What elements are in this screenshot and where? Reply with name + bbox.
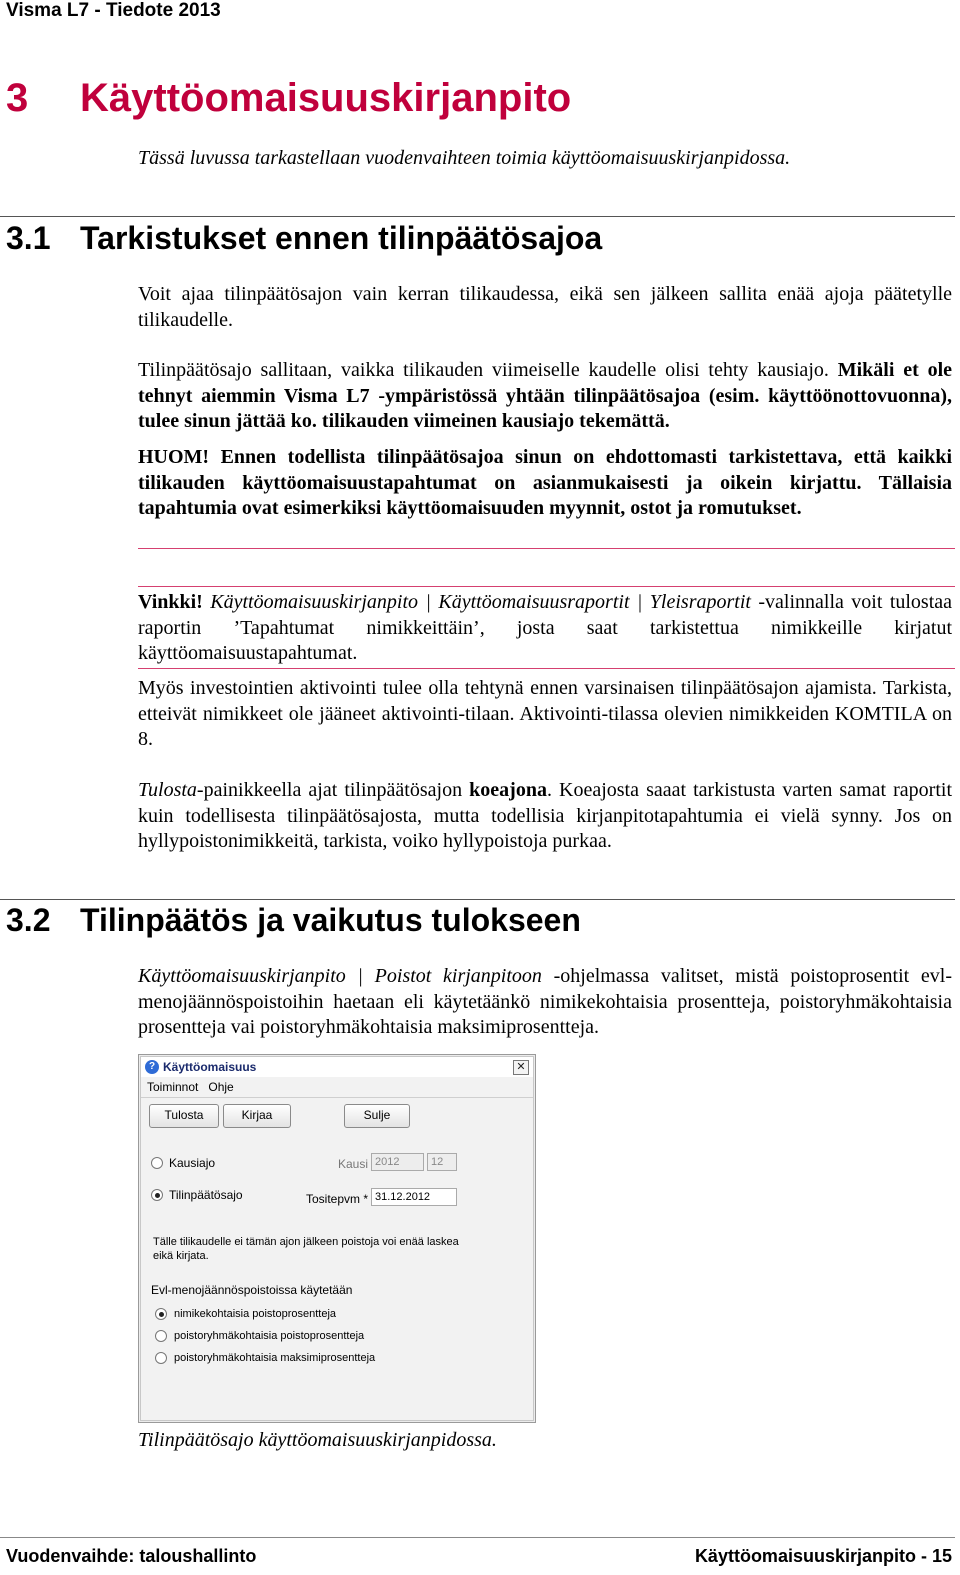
section-title: Tilinpäätös ja vaikutus tulokseen	[80, 902, 581, 938]
period-label: Kausi	[338, 1157, 369, 1171]
option-label: poistoryhmäkohtaisia poistoprosentteja	[174, 1330, 365, 1342]
section-title: Tarkistukset ennen tilinpäätösajoa	[80, 220, 603, 256]
menu-divider	[141, 1097, 533, 1098]
paragraph: Voit ajaa tilinpäätösajon vain kerran tilikaudessa, eikä sen jälkeen sallita enää ajoja päätetylle tilikaudelle.	[138, 283, 952, 331]
menu-bar	[147, 1080, 244, 1094]
section-heading	[6, 220, 602, 257]
paragraph: Myös investointien aktivointi tulee olla tehtynä ennen varsinaisen tilinpäätösajon ajamista. Tarkista, etteivät nimikkeet ole jääneet aktivointi-tilaan. Aktivointi-tilassa olevien nimikkeiden KOMTILA on 8.	[138, 677, 952, 751]
option-label: poistoryhmäkohtaisia maksimiprosentteja	[174, 1352, 376, 1364]
option-radio[interactable]	[155, 1352, 167, 1364]
tip-paragraph	[138, 590, 952, 667]
paragraph-bold-text: koeajona	[469, 779, 547, 801]
option-label: nimikekohtaisia poistoprosentteja	[174, 1308, 337, 1320]
dialog-screenshot	[138, 1054, 536, 1423]
period-month-field[interactable]: 12	[427, 1153, 457, 1171]
depreciation-group-label: Evl-menojäännöspoistoissa käytetään	[151, 1283, 353, 1297]
paragraph	[138, 964, 952, 1041]
footer-left: Vuodenvaihde: taloushallinto	[6, 1546, 257, 1566]
period-run-label: Kausiajo	[169, 1156, 216, 1170]
period-run-radio[interactable]	[151, 1157, 163, 1169]
close-icon[interactable]: ✕	[513, 1060, 529, 1075]
section-divider	[0, 899, 955, 900]
paragraph	[138, 358, 952, 435]
menu-item-toiminnot[interactable]: Toiminnot	[147, 1080, 199, 1094]
paragraph-text: -ohjelmassa valitset, mistä poistoprosentit evl-menojäännöspoistoihin haetaan eli käytetäänkö nimikekohtaisia prosentteja, poistoryhmäkohtaisia prosentteja vai poistoryhmäkohtaisia maksimiprosentteja.	[138, 965, 952, 1039]
voucher-date-field[interactable]: 31.12.2012	[371, 1188, 457, 1206]
tip-text: -valinnalla voit tulostaa raportin ’Tapahtumat nimikkeittäin’, josta saat tarkistettua nimikkeille kirjatut käyttöomaisuustapahtumat.	[138, 591, 953, 665]
section-number: 3.2	[6, 902, 51, 938]
closing-run-radio[interactable]	[151, 1189, 163, 1201]
print-button[interactable]: Tulosta	[149, 1104, 219, 1128]
chapter-number: 3	[6, 76, 29, 120]
note-divider	[138, 668, 955, 669]
footer-divider	[0, 1537, 955, 1538]
section-heading	[6, 902, 581, 939]
tip-menu-path: Käyttöomaisuuskirjanpito | Käyttöomaisuusraportit | Yleisraportit	[210, 591, 751, 613]
voucher-date-label: Tositepvm *	[306, 1192, 369, 1206]
paragraph-bold-text: Mikäli et ole tehnyt aiemmin Visma L7 -ympäristössä yhtään tilinpäätösajoa (esim. käyttöönottovuonna), tulee sinun jättää ko. tilikauden viimeinen kausiajo tekemättä.	[138, 359, 953, 433]
option-radio[interactable]	[155, 1308, 167, 1320]
dialog-title: Käyttöomaisuus	[163, 1060, 257, 1074]
note-divider	[138, 548, 955, 549]
dialog-titlebar	[141, 1057, 533, 1077]
footer-right: Käyttöomaisuuskirjanpito - 15	[694, 1546, 952, 1566]
paragraph-text: Tilinpäätösajo sallitaan, vaikka tilikauden viimeiselle kaudelle olisi tehty kausiajo.	[138, 359, 829, 381]
post-button[interactable]: Kirjaa	[223, 1104, 291, 1128]
chapter-title: Käyttöomaisuuskirjanpito	[80, 76, 572, 120]
paragraph-text: . Koeajosta saaat tarkistusta varten samat raportit kuin todellisesta tilinpäätösajosta, mutta todellisia kirjanpitotapahtumia ei vielä synny. Jos on hyllypoistonimikkeitä, tarkista, voiko hyllypoistoja purkaa.	[138, 779, 953, 853]
help-icon: ?	[145, 1060, 159, 1074]
menu-item-ohje[interactable]: Ohje	[208, 1080, 234, 1094]
figure-caption: Tilinpäätösajo käyttöomaisuuskirjanpidossa.	[138, 1429, 497, 1451]
close-button[interactable]: Sulje	[344, 1104, 410, 1128]
paragraph-italic-text: Käyttöomaisuuskirjanpito | Poistot kirjanpitoon	[138, 965, 542, 987]
document-header: Visma L7 - Tiedote 2013	[6, 0, 221, 21]
chapter-intro: Tässä luvussa tarkastellaan vuodenvaihteen toimia käyttöomaisuuskirjanpidossa.	[138, 147, 791, 169]
paragraph-italic-text: Tulosta	[138, 779, 197, 801]
period-year-field[interactable]: 2012	[371, 1153, 424, 1171]
option-radio[interactable]	[155, 1330, 167, 1342]
section-number: 3.1	[6, 220, 51, 256]
section-divider	[0, 216, 955, 217]
chapter-heading	[6, 76, 571, 121]
paragraph	[138, 778, 952, 855]
warning-paragraph: HUOM! Ennen todellista tilinpäätösajoa sinun on ehdottomasti tarkistettava, että kaikki tilikauden käyttöomaisuustapahtumat on asianmukaisesti ja oikein kirjattu. Tällaisia tapahtumia ovat esimerkiksi käyttöomaisuuden myynnit, ostot ja romutukset.	[138, 446, 952, 520]
note-divider	[138, 586, 955, 587]
paragraph-text: -painikkeella ajat tilinpäätösajon	[196, 779, 463, 801]
closing-run-label: Tilinpäätösajo	[169, 1188, 243, 1202]
closing-note: Tälle tilikaudelle ei tämän ajon jälkeen poistoja voi enää laskea eikä kirjata.	[153, 1236, 459, 1262]
tip-label: Vinkki!	[138, 591, 203, 613]
